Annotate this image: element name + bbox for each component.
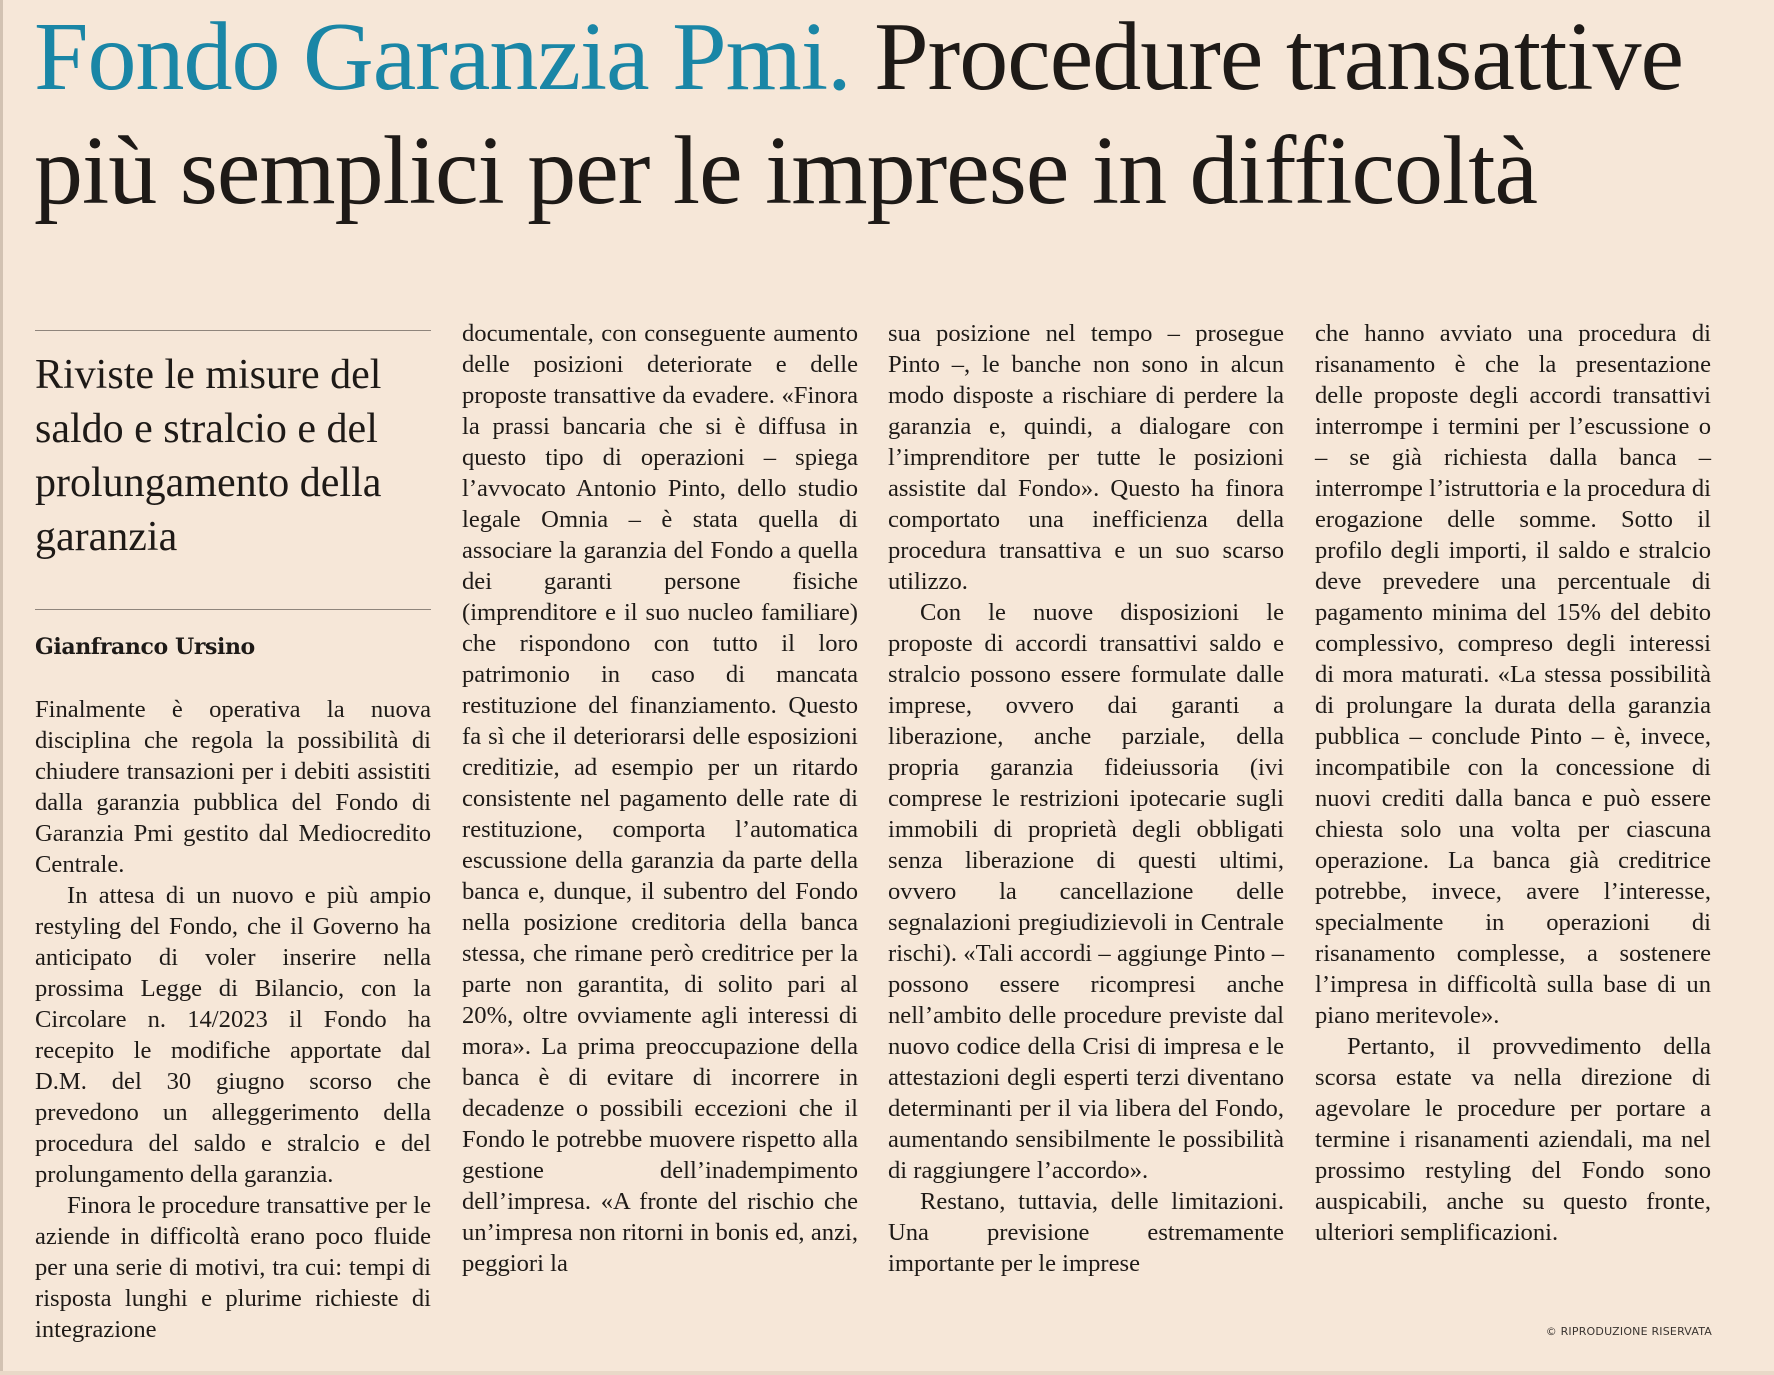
- summary-bottom-rule: [35, 609, 431, 610]
- article-column-4: [1315, 318, 1711, 1248]
- article-column-2: [462, 318, 858, 1279]
- headline-kicker: Fondo Garanzia Pmi.: [34, 3, 851, 111]
- headline: [34, 0, 1754, 228]
- paragraph: Finalmente è operativa la nuova disciplina che regola la possibilità di chiudere transazioni per i debiti assistiti dalla garanzia pubblica del Fondo di Garanzia Pmi gestito dal Mediocredito Centrale.: [35, 696, 431, 878]
- article-summary: Riviste le misure del saldo e stralcio e del prolungamento della garanzia: [35, 352, 382, 560]
- paragraph: Restano, tuttavia, delle limitazioni. Una previsione estremamente importante per le imprese: [888, 1188, 1284, 1277]
- paragraph: In attesa di un nuovo e più ampio restyling del Fondo, che il Governo ha anticipato di voler inserire nella prossima Legge di Bilancio, con la Circolare n. 14/2023 il Fondo ha recepito le modifiche apportate dal D.M. del 30 giugno scorso che prevedono un alleggerimento della procedura del saldo e stralcio e del prolungamento della garanzia.: [35, 882, 431, 1188]
- summary-top-rule: [35, 330, 431, 331]
- paragraph: Pertanto, il provvedimento della scorsa estate va nella direzione di agevolare le procedure per portare a termine i risanamenti aziendali, ma nel prossimo restyling del Fondo sono auspicabili, anche su questo fronte, ulteriori semplificazioni.: [1315, 1033, 1711, 1246]
- page-edge-rule: [0, 0, 3, 1375]
- paragraph: che hanno avviato una procedura di risanamento è che la presentazione delle proposte degli accordi transattivi interrompe i termini per l’escussione o – se già richiesta dalla banca – interrompe l’istruttoria e la procedura di erogazione delle somme. Sotto il profilo degli importi, il saldo e stralcio deve prevedere una percentuale di pagamento minima del 15% del debito complessivo, compreso degli interessi di mora maturati. «La stessa possibilità di prolungare la durata della garanzia pubblica – conclude Pinto – è, invece, incompatibile con la concessione di nuovi crediti dalla banca e può essere chiesta solo una volta per ciascuna operazione. La banca già creditrice potrebbe, invece, avere l’interesse, specialmente in operazioni di risanamento complesse, a sostenere l’impresa in difficoltà sulla base di un piano meritevole».: [1315, 320, 1711, 1029]
- paragraph: Finora le procedure transattive per le aziende in difficoltà erano poco fluide per una serie di motivi, tra cui: tempi di risposta lunghi e plurime richieste di integrazione: [35, 1192, 431, 1343]
- headline-title-line1: Procedure transattive: [850, 3, 1684, 111]
- page-bottom-edge: [0, 1371, 1774, 1375]
- copyright-notice: © RIPRODUZIONE RISERVATA: [1545, 1325, 1712, 1338]
- paragraph: sua posizione nel tempo – prosegue Pinto –, le banche non sono in alcun modo disposte a rischiare di perdere la garanzia e, quindi, a dialogare con l’imprenditore per tutte le posizioni assistite dal Fondo». Questo ha finora comportato una inefficienza della procedura transattiva e un suo scarso utilizzo.: [888, 320, 1284, 595]
- author-byline: Gianfranco Ursino: [35, 634, 255, 660]
- article-column-1: [35, 694, 431, 1345]
- article-column-3: [888, 318, 1284, 1279]
- headline-title-line2: più semplici per le imprese in difficoltà: [34, 117, 1537, 225]
- paragraph: documentale, con conseguente aumento delle posizioni deteriorate e delle proposte transattive da evadere. «Finora la prassi bancaria che si è diffusa in questo tipo di operazioni – spiega l’avvocato Antonio Pinto, dello studio legale Omnia – è stata quella di associare la garanzia del Fondo a quella dei garanti persone fisiche (imprenditore e il suo nucleo familiare) che rispondono con tutto il loro patrimonio in caso di mancata restituzione del finanziamento. Questo fa sì che il deteriorarsi delle esposizioni creditizie, ad esempio per un ritardo consistente nel pagamento delle rate di restituzione, comporta l’automatica escussione della garanzia da parte della banca e, dunque, il subentro del Fondo nella posizione creditoria della banca stessa, che rimane però creditrice per la parte non garantita, di solito pari al 20%, oltre ovviamente agli interessi di mora». La prima preoccupazione della banca è di evitare di incorrere in decadenze o possibili eccezioni che il Fondo le potrebbe muovere rispetto alla gestione dell’inadempimento dell’impresa. «A fronte del rischio che un’impresa non ritorni in bonis ed, anzi, peggiori la: [462, 320, 858, 1277]
- paragraph: Con le nuove disposizioni le proposte di accordi transattivi saldo e stralcio possono essere formulate dalle imprese, ovvero dai garanti a liberazione, anche parziale, della propria garanzia fideiussoria (ivi comprese le restrizioni ipotecarie sugli immobili di proprietà degli obbligati senza liberazione di questi ultimi, ovvero la cancellazione delle segnalazioni pregiudizievoli in Centrale rischi). «Tali accordi – aggiunge Pinto – possono essere ricompresi anche nell’ambito delle procedure previste dal nuovo codice della Crisi di impresa e le attestazioni degli esperti terzi diventano determinanti per il via libera del Fondo, aumentando sensibilmente le possibilità di raggiungere l’accordo».: [888, 599, 1284, 1184]
